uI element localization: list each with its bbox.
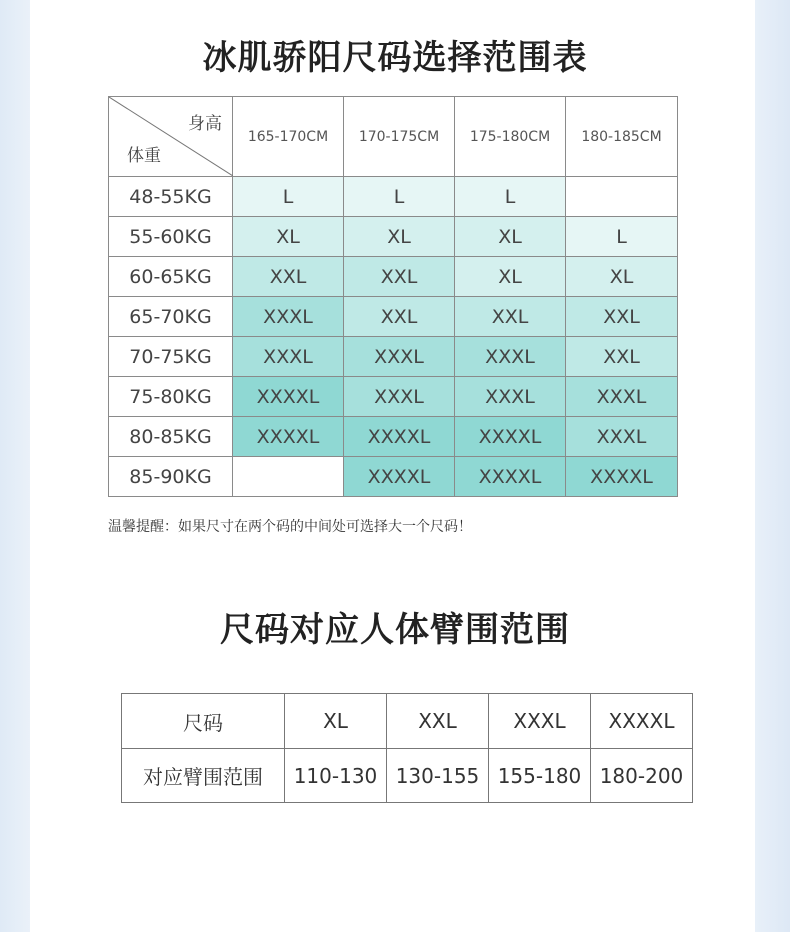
- size-cell: XXXL: [233, 337, 344, 377]
- size-cell: XXXL: [344, 337, 455, 377]
- size-cell: XXL: [455, 297, 566, 337]
- weight-label: 65-70KG: [109, 297, 233, 337]
- size-cell: XL: [455, 217, 566, 257]
- arm-chart-title: 尺码对应人体臂围范围: [220, 610, 570, 650]
- height-header: 170-175CM: [344, 97, 455, 177]
- size-cell: XXXXL: [233, 377, 344, 417]
- size-cell: XXXXL: [455, 417, 566, 457]
- size-cell: [233, 457, 344, 497]
- arm-range-cell: 155-180: [489, 749, 591, 803]
- size-cell: XXL: [233, 257, 344, 297]
- size-selection-table: [108, 96, 678, 497]
- size-cell: XL: [285, 694, 387, 749]
- size-cell: XXL: [344, 257, 455, 297]
- size-cell: XXXXL: [344, 457, 455, 497]
- size-cell: XXXL: [455, 377, 566, 417]
- height-header: 165-170CM: [233, 97, 344, 177]
- height-header: 175-180CM: [455, 97, 566, 177]
- weight-row: [109, 417, 678, 457]
- size-cell: XXXXL: [344, 417, 455, 457]
- size-cell: XXXXL: [233, 417, 344, 457]
- size-row-label: 尺码: [122, 694, 285, 749]
- size-cell: XXXL: [233, 297, 344, 337]
- size-cell: [566, 177, 678, 217]
- weight-axis-label: 体重: [127, 146, 161, 166]
- weight-label: 85-90KG: [109, 457, 233, 497]
- arm-range-cell: 130-155: [387, 749, 489, 803]
- size-cell: XL: [455, 257, 566, 297]
- arm-range-cell: 110-130: [285, 749, 387, 803]
- size-cell: XL: [233, 217, 344, 257]
- arm-range-row: [122, 749, 693, 803]
- weight-row: [109, 337, 678, 377]
- size-cell: XXXL: [566, 417, 678, 457]
- size-cell: XXL: [344, 297, 455, 337]
- size-cell: L: [455, 177, 566, 217]
- weight-label: 48-55KG: [109, 177, 233, 217]
- weight-row: [109, 177, 678, 217]
- size-chart-title: 冰肌骄阳尺码选择范围表: [202, 38, 588, 78]
- size-cell: XL: [344, 217, 455, 257]
- tip-note: 温馨提醒：如果尺寸在两个码的中间处可选择大一个尺码！: [108, 519, 472, 535]
- height-axis-label: 身高: [188, 114, 222, 134]
- size-cell: XL: [566, 257, 678, 297]
- corner-cell: [109, 97, 233, 177]
- arm-range-cell: 180-200: [591, 749, 693, 803]
- weight-label: 60-65KG: [109, 257, 233, 297]
- size-cell: XXXL: [344, 377, 455, 417]
- weight-label: 70-75KG: [109, 337, 233, 377]
- arm-circumference-table: [121, 693, 693, 803]
- weight-label: 80-85KG: [109, 417, 233, 457]
- weight-row: [109, 257, 678, 297]
- size-cell: L: [566, 217, 678, 257]
- size-cell: XXL: [387, 694, 489, 749]
- height-header: 180-185CM: [566, 97, 678, 177]
- size-cell: XXXXL: [591, 694, 693, 749]
- size-cell: XXL: [566, 337, 678, 377]
- size-cell: XXXL: [455, 337, 566, 377]
- size-cell: L: [344, 177, 455, 217]
- weight-label: 75-80KG: [109, 377, 233, 417]
- weight-row: [109, 217, 678, 257]
- weight-row: [109, 377, 678, 417]
- size-table-body: [109, 177, 678, 497]
- arm-range-label: 对应臂围范围: [122, 749, 285, 803]
- weight-row: [109, 457, 678, 497]
- size-cell: XXXXL: [566, 457, 678, 497]
- weight-row: [109, 297, 678, 337]
- size-cell: XXXL: [566, 377, 678, 417]
- size-cell: XXL: [566, 297, 678, 337]
- size-cell: XXXL: [489, 694, 591, 749]
- weight-label: 55-60KG: [109, 217, 233, 257]
- size-row: [122, 694, 693, 749]
- height-header-row: [109, 97, 678, 177]
- size-cell: L: [233, 177, 344, 217]
- size-cell: XXXXL: [455, 457, 566, 497]
